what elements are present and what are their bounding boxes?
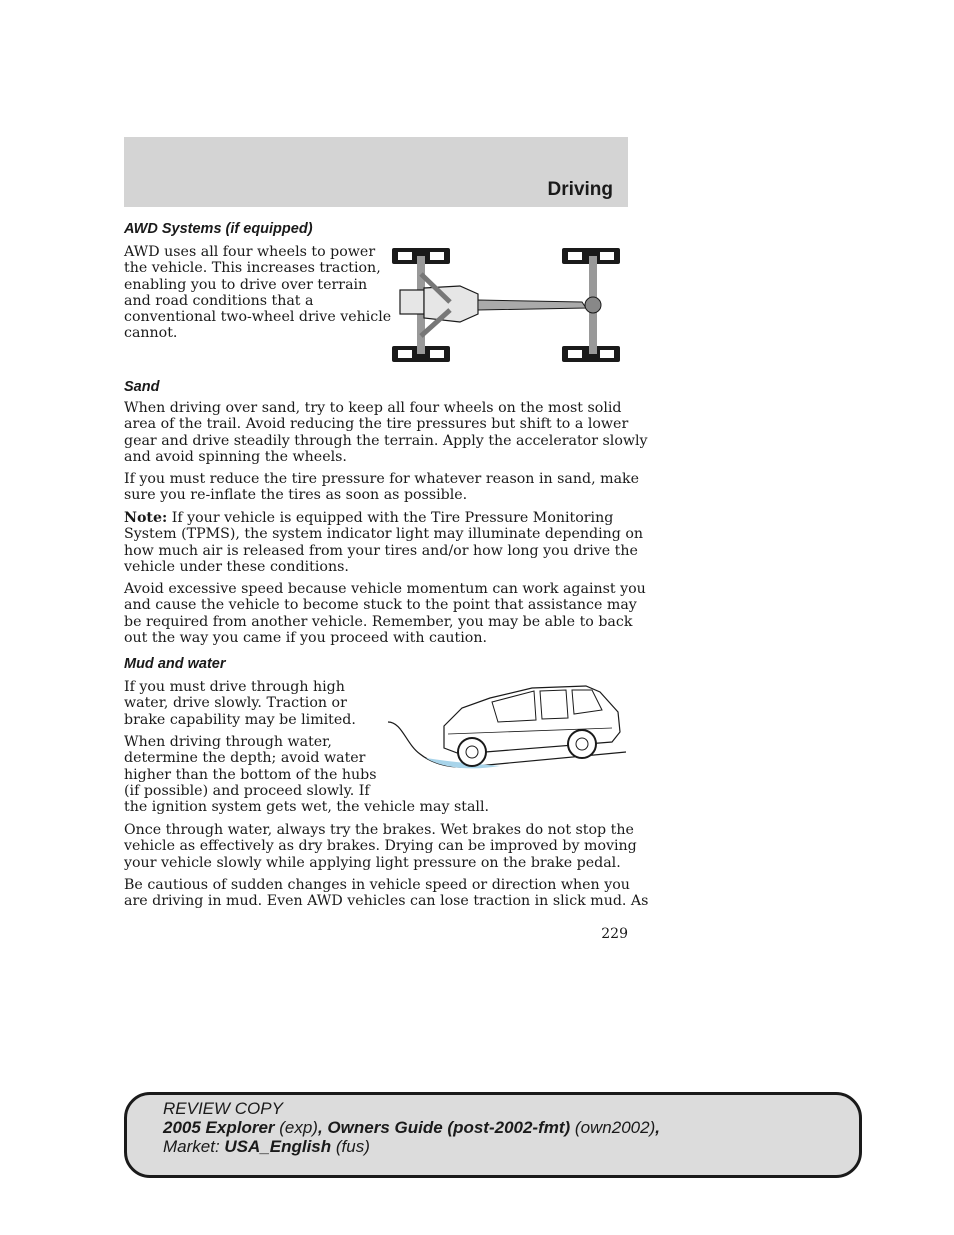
- suv-water-illustration: [386, 682, 628, 776]
- sand-paragraph-1: When driving over sand, try to keep all four wheels on the most solid area of the trail. Avoid reducing the tire pressures but shift to a lower gear and drive steadily through the terrain. Apply the accelerator slowly and avoid spinning the wheels.: [124, 400, 648, 465]
- sand-heading: Sand: [124, 379, 160, 395]
- mud-paragraph-1: If you must drive through high water, drive slowly. Traction or brake capability may be limited.: [124, 679, 356, 728]
- review-copy-label: REVIEW COPY: [163, 1099, 283, 1118]
- section-header-band: [124, 137, 628, 207]
- footer-text: REVIEW COPY 2005 Explorer (exp), Owners Guide (post-2002-fmt) (own2002), Market: USA_English (fus): [163, 1099, 660, 1156]
- section-title: Driving: [547, 179, 613, 200]
- mud-paragraph-4: Be cautious of sudden changes in vehicle speed or direction when you are driving in mud. Even AWD vehicles can lose traction in slick mud. As: [124, 877, 649, 910]
- mud-paragraph-2: When driving through water, determine the depth; avoid water higher than the bottom of the hubs (if possible) and proceed slowly. If the ignition system gets wet, the vehicle may stall.: [124, 734, 490, 816]
- review-copy-footer: [124, 1092, 862, 1178]
- note-label: Note:: [124, 510, 168, 526]
- page-number: 229: [601, 926, 628, 942]
- awd-drivetrain-illustration: [390, 244, 626, 366]
- awd-paragraph: AWD uses all four wheels to power the vehicle. This increases traction, enabling you to drive over terrain and road conditions that a conventional two-wheel drive vehicle cannot.: [124, 244, 392, 342]
- sand-paragraph-4: Avoid excessive speed because vehicle momentum can work against you and cause the vehicle to become stuck to the point that assistance may be required from another vehicle. Remember, you may be able to back out the way you came if you proceed with caution.: [124, 581, 646, 646]
- mud-paragraph-3: Once through water, always try the brakes. Wet brakes do not stop the vehicle as effectively as dry brakes. Drying can be improved by moving your vehicle slowly while applying light pressure on the brake pedal.: [124, 822, 637, 871]
- sand-paragraph-2: If you must reduce the tire pressure for whatever reason in sand, make sure you re-inflate the tires as soon as possible.: [124, 471, 640, 504]
- mud-heading: Mud and water: [124, 656, 226, 672]
- sand-note-paragraph: Note: If your vehicle is equipped with the Tire Pressure Monitoring System (TPMS), the system indicator light may illuminate depending on how much air is released from your tires and/or how long you drive the vehicle under these conditions.: [124, 510, 644, 575]
- awd-heading: AWD Systems (if equipped): [124, 221, 313, 237]
